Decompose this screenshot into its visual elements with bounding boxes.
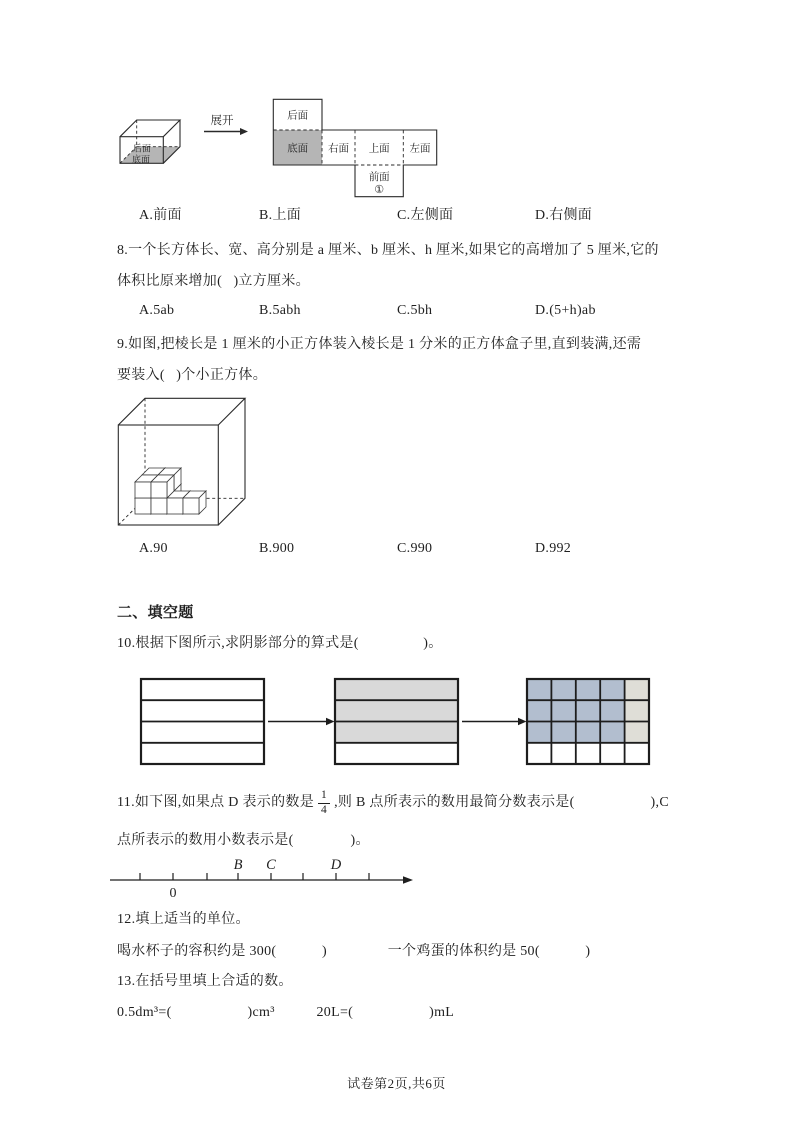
net-front-circle-mark: ① [374,184,385,196]
q8-options-row [0,303,793,325]
net-cell-label-front: 前面 [368,172,390,183]
q12-text-line1: 12.填上适当的单位。 [117,912,250,927]
fraction-rect-3 [527,679,649,764]
number-line-point-d: D [330,857,342,873]
q11-text-line2: 点所表示的数用小数表示是( )。 [117,833,370,848]
q10-text: 10.根据下图所示,求阴影部分的算式是( )。 [117,636,443,651]
q9-option-b: B.900 [259,541,295,556]
unit-cubes-cluster [135,468,206,514]
cuboid-bottom-label: 底面 [131,154,151,165]
arrow-1 [326,718,335,725]
number-line-point-b: B [233,857,243,873]
fraction-rect-1 [141,679,264,764]
number-line-point-c: C [266,857,276,873]
page-footer: 试卷第2页,共6页 [347,1076,446,1091]
q9-option-a: A.90 [139,541,168,556]
q11-text-after-fraction: ,则 B 点所表示的数用最简分数表示是( ),C [334,795,669,810]
net-cell-label-back: 后面 [287,110,309,122]
q8-option-d: D.(5+h)ab [535,303,596,318]
net-cell-label-right: 右面 [328,143,349,155]
number-line-zero: 0 [169,886,177,901]
net-cell-label-top: 上面 [368,143,390,155]
figure-cube-with-unit-cubes [108,392,258,544]
unfold-label: 展开 [210,115,234,127]
q13-text-line1: 13.在括号里填上合适的数。 [117,974,293,989]
q11-fraction: $\frac{1}{4}$ [318,789,330,816]
figure-cuboid-unfold [105,93,450,205]
q7-option-d: D.右侧面 [535,208,593,223]
q8-option-c: C.5bh [397,303,433,318]
q13-text-line2: 0.5dm³=( )cm³ 20L=( )mL [117,1005,455,1020]
number-line-arrowhead [403,876,413,883]
q9-options-row [0,541,793,563]
q9-text-line1: 9.如图,把棱长是 1 厘米的小正方体装入棱长是 1 分米的正方体盒子里,直到装满,还需 [117,337,642,352]
section-heading-fill-blanks: 二、填空题 [117,605,194,621]
fraction-rect-2 [335,679,458,764]
q8-text-line2: 体积比原来增加( )立方厘米。 [117,274,310,289]
q8-option-b: B.5abh [259,303,301,318]
q7-option-c: C.左侧面 [397,208,454,223]
q9-option-d: D.992 [535,541,572,556]
q8-text-line1: 8.一个长方体长、宽、高分别是 a 厘米、b 厘米、h 厘米,如果它的高增加了 5 厘米,它的 [117,243,659,258]
figure-number-line [104,854,424,904]
q7-option-b: B.上面 [259,208,302,223]
q12-text-line2: 喝水杯子的容积约是 300( ) 一个鸡蛋的体积约是 50( ) [117,944,591,959]
cuboid-back-label: 后面 [132,143,152,154]
q7-option-a: A.前面 [139,208,182,223]
net-cell-label-left: 左面 [409,143,431,155]
net-cell-label-bottom: 底面 [287,143,309,155]
unfold-arrowhead [240,128,248,135]
q9-text-line2: 要装入( )个小正方体。 [117,368,268,383]
q8-option-a: A.5ab [139,303,175,318]
figure-fraction-rectangles [138,674,654,770]
q11-text-before-fraction: 11.如下图,如果点 D 表示的数是 [117,795,314,810]
arrow-2 [518,718,527,725]
q9-option-c: C.990 [397,541,433,556]
q11-text-line1 [117,785,669,821]
q7-options-row [0,204,793,226]
